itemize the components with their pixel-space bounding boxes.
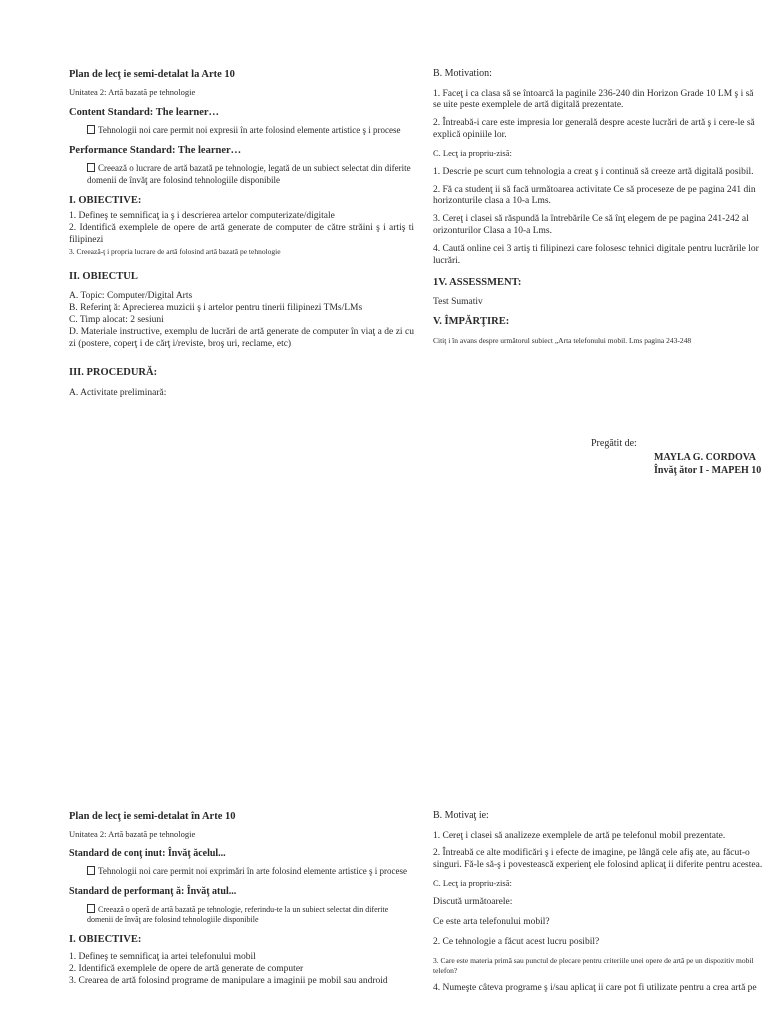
page2-content-standard-text: Tehnologii noi care permit noi exprimări în arte folosind elemente artistice ş i procese [98, 866, 408, 877]
page1-objective-1: 1. Defineş te semnificaţ ia ş i descrierea artelor computerizate/digitale [69, 210, 335, 221]
page1-right-column [433, 68, 763, 345]
page2-title: Plan de lecţ ie semi-detalat în Arte 10 [69, 811, 236, 822]
page1-objectives-heading: I. OBIECTIVE: [69, 194, 142, 206]
page2-question-1: Ce este arta telefonului mobil? [433, 916, 550, 927]
page1-content-standard-text: Tehnologii noi care permit noi expresii în arte folosind elemente artistice ş i procese [98, 124, 401, 135]
page2-discuss: Discută următoarele: [433, 896, 513, 907]
teacher-role: Învăţ ător I - MAPEH 10 [654, 465, 762, 476]
page2-question-3: 3. Care este materia primă sau punctul de plecare pentru criteriile unei opere de artă pe un dispozitiv mobil telefon? [433, 956, 754, 975]
page1-motivation-2: 2. Întreabă-i care este impresia lor generală despre aceste lucrări de artă ş i cere-le să explică opiniile lor. [433, 118, 755, 141]
page2-content-standard-item [69, 866, 414, 877]
page1-topic: A. Topic: Computer/Digital Arts [69, 291, 193, 301]
page1-procedure-heading: III. PROCEDURĂ: [69, 367, 158, 379]
page1-motivation-1: 1. Faceţ i ca clasa să se întoarcă la paginile 236-240 din Horizon Grade 10 LM ş i să se uite peste exemplele de artă digitală prezentate. [433, 88, 754, 111]
prepared-by-label: Pregătit de: [591, 438, 637, 449]
lesson-plan-page-1 [0, 0, 768, 500]
page2-motivation-2: 2. Întreabă ce alte modificări ş i efecte de imagine, pe lângă cele afiş ate, au făcut-o singuri. Fă-le să-ş i povestească experienţ ele folosind aplicaţ ii diferite pentru acestea. [433, 848, 763, 871]
page2-performance-standard-heading: Standard de performanţ ă: Învăţ atul... [69, 885, 237, 897]
page1-assignment: Citiţ i în avans despre următorul subiect „Arta telefonului mobil. Lms pagina 243-248 [433, 335, 692, 345]
page1-title: Plan de lecţ ie semi-detalat la Arte 10 [69, 69, 235, 80]
page1-lesson-heading: C. Lecţ ia propriu-zisă: [433, 148, 512, 158]
page1-performance-standard-heading: Performance Standard: The learner… [69, 145, 242, 157]
page2-motivation-1: 1. Cereţ i clasei să analizeze exemplele de artă pe telefonul mobil prezentate. [433, 830, 726, 841]
page1-assessment-heading: 1V. ASSESSMENT: [433, 276, 522, 288]
page1-lesson-3: 3. Cereţ i clasei să răspundă la întrebările Ce să înţ elegem de pe pagina 241-242 al orizonturilor Clasa a 10-a Lms. [433, 214, 749, 237]
bullet-icon [87, 904, 95, 913]
teacher-name: MAYLA G. CORDOVA [654, 452, 756, 463]
page1-objective-3: 3. Creează-ţ i propria lucrare de artă folosind artă bazată pe tehnologie [69, 246, 281, 256]
bullet-icon [87, 125, 95, 134]
page1-lesson-4: 4. Caută online cei 3 artiş ti filipinezi care folosesc tehnici digitale pentru lucrările lor lucrări. [433, 244, 759, 266]
page1-content-standard-item [69, 125, 414, 136]
page1-assessment: Test Sumativ [433, 296, 483, 307]
page1-time-allocated: C. Timp alocat: 2 sesiuni [69, 314, 164, 325]
lesson-plan-page-2 [0, 790, 768, 1024]
page1-objectiv-heading: II. OBIECTUL [69, 270, 138, 282]
page1-unit: Unitatea 2: Artă bazată pe tehnologie [69, 87, 196, 98]
page2-question-4: 4. Numeşte câteva programe ş i/sau aplicaţ ii care pot fi utilizate pentru a crea artă pe [433, 983, 757, 994]
page1-objective-2: 2. Identifică exemplele de opere de artă generate de computer de către străini ş i artiş ti filipinezi [69, 222, 414, 245]
bullet-icon [87, 163, 95, 172]
page1-preliminary-activity: A. Activitate preliminară: [69, 387, 167, 398]
page2-objective-2: 2. Identifică exemplele de opere de artă generate de computer [69, 964, 304, 974]
page2-left-column [69, 810, 414, 988]
page1-reference: B. Referinţ ă: Aprecierea muzicii ş i artelor pentru tinerii filipinezi TMs/LMs [69, 302, 363, 313]
page1-assignment-heading: V. ÎMPĂRŢIRE: [433, 315, 510, 327]
page1-materials: D. Materiale instructive, exemplu de lucrări de artă generate de computer în viaţ a de zi cu zi (postere, coperţ i de cărţ i/reviste, broş uri, reclame, etc) [69, 326, 414, 349]
page2-right-column [433, 810, 763, 995]
page2-performance-standard-text: Creează o operă de artă bazată pe tehnologie, referindu-te la un subiect selectat din diferite domenii de învăţ are folosind tehnologiile disponibile [87, 905, 389, 924]
page2-motivation-heading: B. Motivaţ ie: [433, 810, 489, 821]
page2-content-standard-heading: Standard de conţ inut: Învăţ ăcelul... [69, 847, 226, 859]
page2-lesson-heading: C. Lecţ ia propriu-zisă: [433, 878, 512, 889]
page2-unit: Unitatea 2: Artă bazată pe tehnologie [69, 829, 196, 840]
page2-question-2: 2. Ce tehnologie a făcut acest lucru posibil? [433, 936, 600, 947]
page1-performance-standard-item [69, 163, 414, 186]
page1-lesson-1: 1. Descrie pe scurt cum tehnologia a creat ş i continuă să creeze artă digitală posibil. [433, 166, 754, 177]
page2-performance-standard-item [69, 904, 414, 925]
page2-objective-1: 1. Defineş te semnificaţ ia artei telefonului mobil [69, 952, 256, 963]
page1-motivation-heading: B. Motivation: [433, 68, 492, 79]
page1-lesson-2: 2. Fă ca studenţ ii să facă următoarea activitate Ce să proceseze de pe pagina 241 din horizonturile clasa a 10-a Lms. [433, 184, 756, 207]
bullet-icon [87, 866, 95, 875]
page1-left-column [69, 68, 414, 399]
page1-performance-standard-text: Creează o lucrare de artă bazată pe tehnologie, legată de un subiect selectat din diferite domenii de învăţ are folosind tehnologiile disponibile [87, 163, 411, 185]
page2-objective-3: 3. Crearea de artă folosind programe de manipulare a imaginii pe mobil sau android [69, 975, 388, 986]
page1-content-standard-heading: Content Standard: The learner… [69, 106, 220, 118]
page2-objectives-heading: I. OBIECTIVE: [69, 934, 142, 945]
